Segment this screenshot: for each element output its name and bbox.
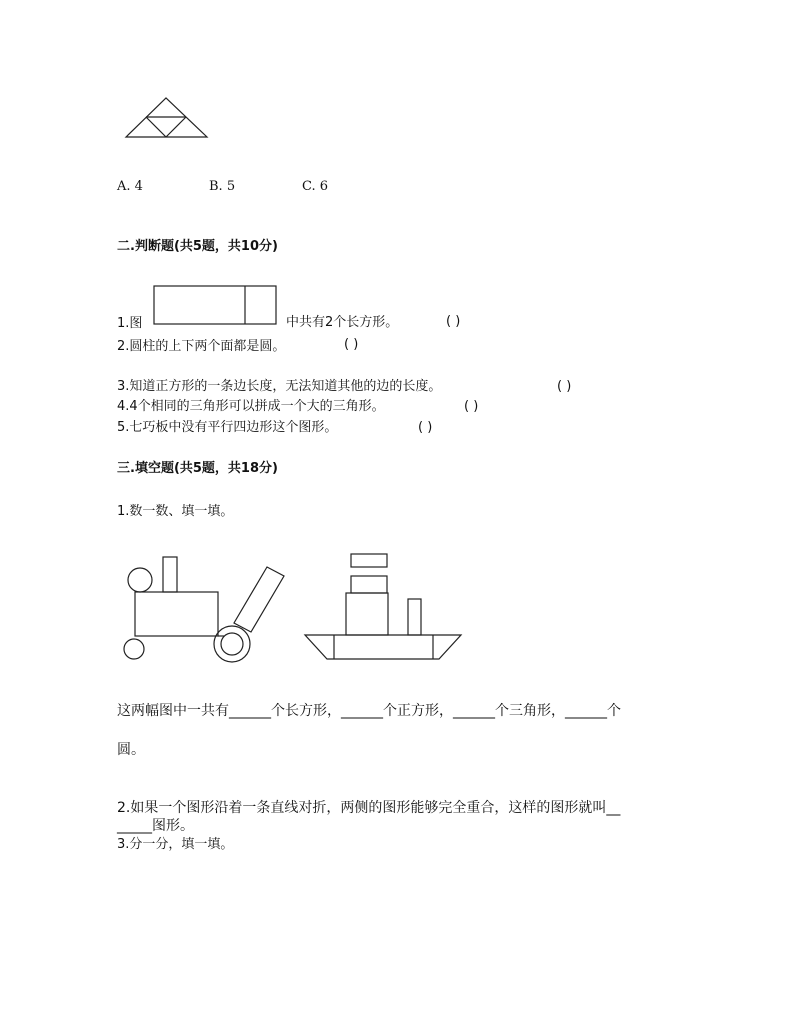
s3-q2-line1: 2.如果一个图形沿着一条直线对折，两侧的图形能够完全重合，这样的图形就叫__ [117, 800, 621, 816]
q2-answer-paren[interactable]: ( ) [344, 337, 359, 352]
q5-text: 5.七巧板中没有平行四边形这个图形。 [117, 420, 338, 435]
q1-answer-paren[interactable]: ( ) [446, 314, 461, 329]
section3-heading: 三.填空题(共5题，共18分) [117, 461, 278, 476]
s3-q1-text: 1.数一数、填一填。 [117, 504, 234, 519]
option-a: A. 4 [117, 179, 143, 194]
q1-text: 中共有2个长方形。 [286, 315, 399, 330]
q4-answer-paren[interactable]: ( ) [464, 399, 479, 414]
q3-text: 3.知道正方形的一条边长度，无法知道其他的边的长度。 [117, 379, 442, 394]
q3-answer-paren[interactable]: ( ) [557, 379, 572, 394]
tractor-figure [124, 554, 286, 666]
q1-prefix: 1.图 [117, 316, 143, 331]
s3-q1-line2: 圆。 [117, 742, 145, 758]
s3-q1-line1: 这两幅图中一共有______个长方形，______个正方形，______个三角形，______个 [117, 703, 621, 719]
option-c: C. 6 [302, 179, 329, 194]
q5-answer-paren[interactable]: ( ) [418, 420, 433, 435]
boat-figure [303, 552, 465, 662]
option-b: B. 5 [209, 179, 236, 194]
section2-heading: 二.判断题(共5题，共10分) [117, 239, 278, 254]
triangle-figure [124, 96, 210, 140]
s3-q3-text: 3.分一分，填一填。 [117, 837, 234, 852]
q2-text: 2.圆柱的上下两个面都是圆。 [117, 339, 286, 354]
q4-text: 4.4个相同的三角形可以拼成一个大的三角形。 [117, 399, 385, 414]
rectangle-figure [153, 285, 277, 325]
s3-q2-line2: _____图形。 [117, 818, 194, 834]
